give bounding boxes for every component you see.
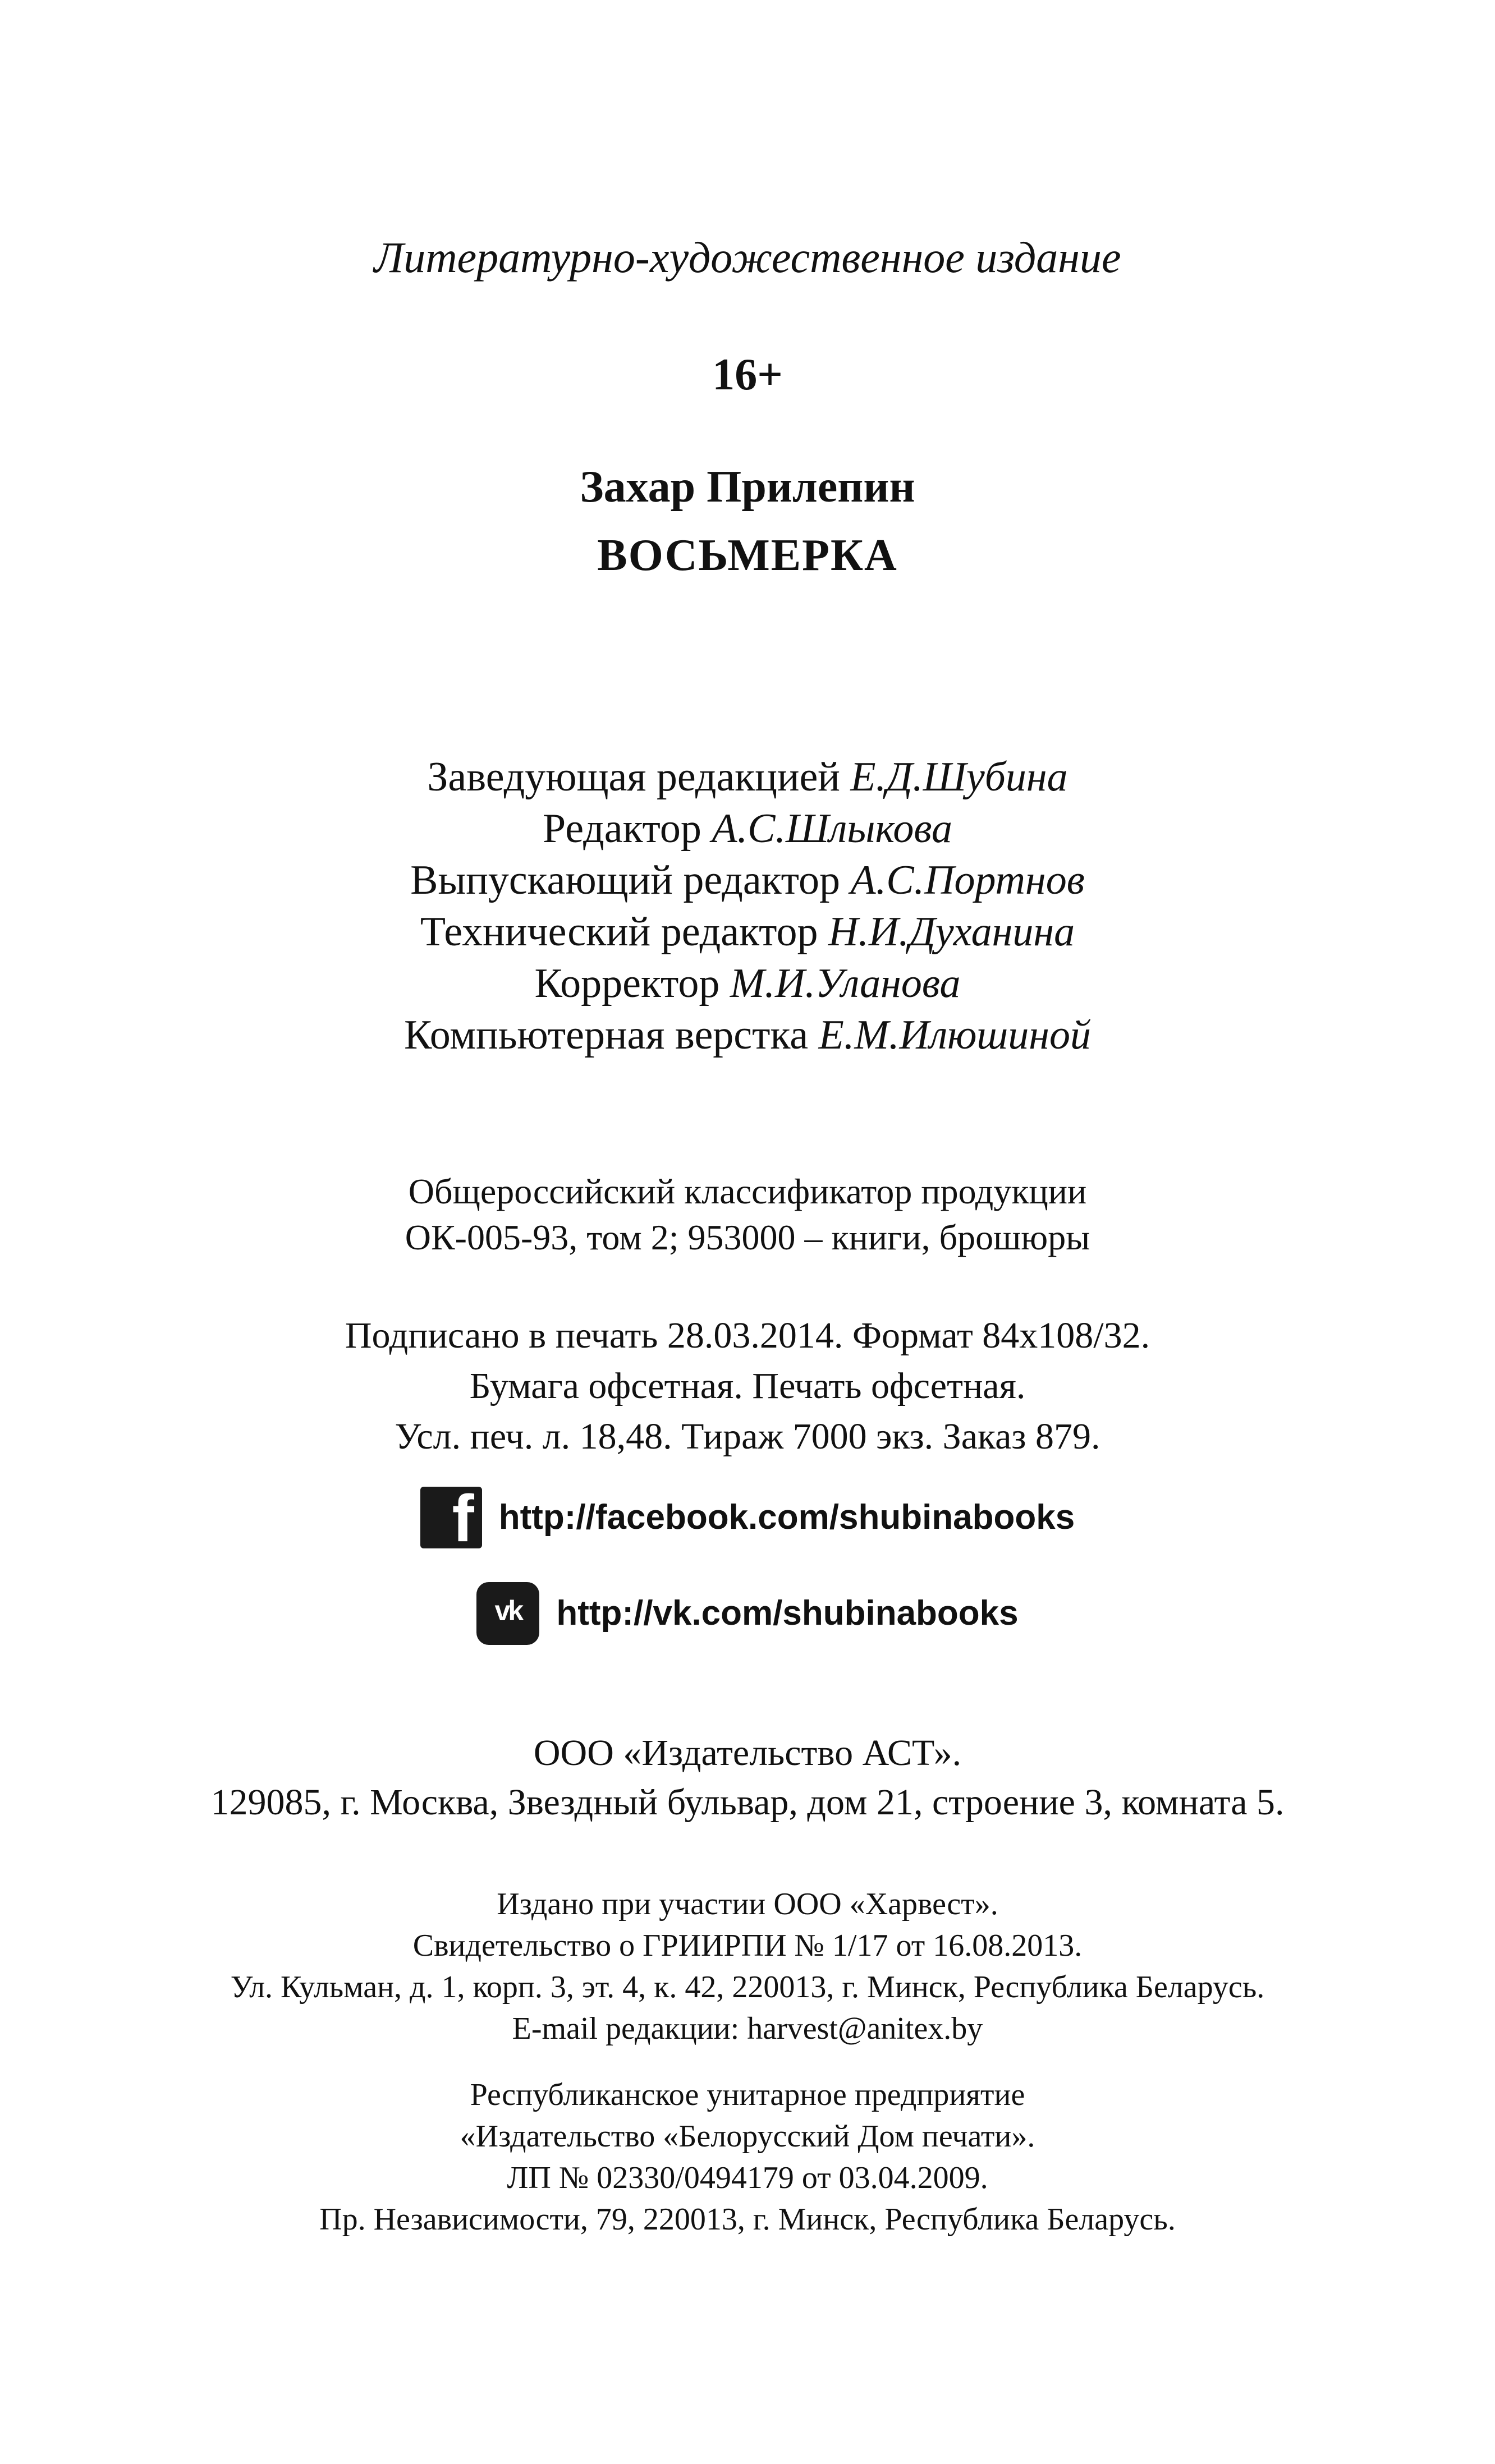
facebook-link[interactable]: http://facebook.com/shubinabooks: [498, 1498, 1075, 1537]
harvest-line: Ул. Кульман, д. 1, корп. 3, эт. 4, к. 42, 220013, г. Минск, Республика Беларусь.: [230, 1970, 1265, 2005]
publisher-name: ООО «Издательство АСТ».: [533, 1732, 962, 1773]
vk-link[interactable]: http://vk.com/shubinabooks: [556, 1594, 1019, 1633]
facebook-icon: [420, 1482, 482, 1556]
printer-line: Республиканское унитарное предприятие: [470, 2077, 1025, 2112]
printer-line: «Издательство «Белорусский Дом печати».: [460, 2119, 1035, 2154]
credit-role: Технический редактор: [420, 909, 818, 955]
vk-icon: [476, 1582, 539, 1645]
genre-label: Литературно-художественное издание: [374, 233, 1121, 282]
facebook-link-row: [0, 1482, 1495, 1556]
credit-role: Корректор: [534, 960, 720, 1006]
classifier-line: ОК-005-93, том 2; 953000 – книги, брошюры: [405, 1217, 1090, 1257]
harvest-email: E-mail редакции: harvest@anitex.by: [512, 2011, 983, 2046]
credit-name: А.С.Шлыкова: [712, 806, 952, 852]
book-title: ВОСЬМЕРКА: [597, 531, 898, 580]
vk-glyph: vk: [494, 1595, 522, 1626]
credit-role: Компьютерная верстка: [404, 1012, 809, 1058]
facebook-glyph: f: [452, 1482, 474, 1556]
vk-link-row: [0, 1582, 1495, 1645]
credit-name: Е.М.Илюшиной: [818, 1012, 1091, 1058]
credit-name: Е.Д.Шубина: [850, 754, 1068, 800]
classifier-line: Общероссийский классификатор продукции: [408, 1171, 1087, 1211]
publisher-address: 129085, г. Москва, Звездный бульвар, дом 21, строение 3, комната 5.: [210, 1782, 1285, 1823]
credit-line: [0, 859, 1495, 901]
harvest-line: Свидетельство о ГРИИРПИ № 1/17 от 16.08.2013.: [412, 1928, 1083, 1963]
author-name: Захар Прилепин: [580, 462, 915, 512]
age-rating: 16+: [712, 350, 783, 399]
credit-line: [0, 960, 1495, 1006]
credit-role: Выпускающий редактор: [410, 857, 841, 903]
credit-role: Заведующая редакцией: [427, 754, 840, 800]
credit-line: [0, 911, 1495, 953]
credit-name: Н.И.Духанина: [828, 909, 1075, 955]
printer-line: ЛП № 02330/0494179 от 03.04.2009.: [507, 2160, 988, 2195]
printer-line: Пр. Независимости, 79, 220013, г. Минск, Республика Беларусь.: [319, 2202, 1176, 2237]
credit-name: А.С.Портнов: [850, 857, 1085, 903]
credit-name: М.И.Уланова: [730, 960, 961, 1006]
credit-line: [0, 756, 1495, 798]
credit-role: Редактор: [543, 806, 701, 852]
credit-line: [0, 1014, 1495, 1056]
print-info-line: Подписано в печать 28.03.2014. Формат 84x108/32.: [345, 1315, 1150, 1356]
harvest-line: Издано при участии ООО «Харвест».: [497, 1887, 998, 1921]
print-info-line: Бумага офсетная. Печать офсетная.: [469, 1366, 1026, 1406]
credit-line: [0, 806, 1495, 852]
print-info-line: Усл. печ. л. 18,48. Тираж 7000 экз. Заказ 879.: [395, 1416, 1100, 1457]
